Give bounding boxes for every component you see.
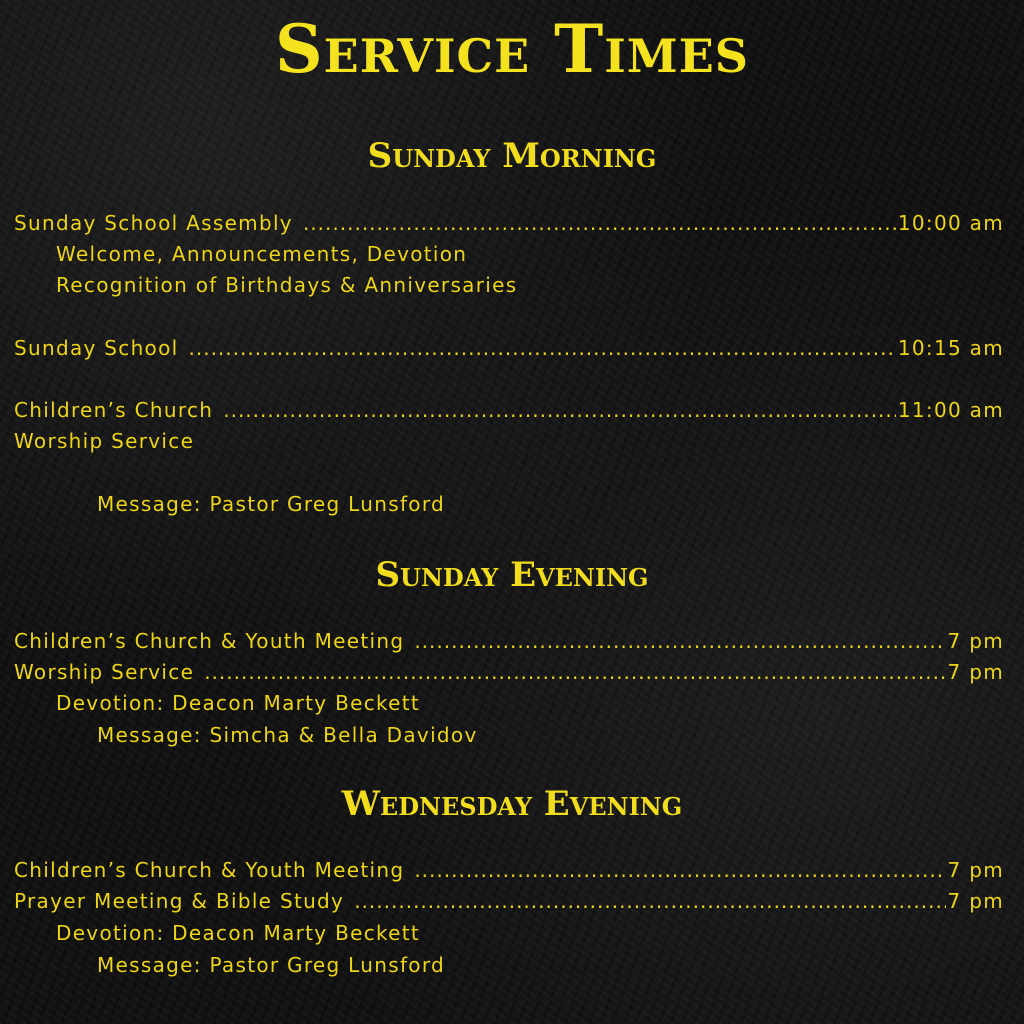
event-time: 7 pm bbox=[947, 660, 1004, 684]
schedule-row-childrens-church bbox=[14, 398, 1004, 428]
page-title: Service Times bbox=[274, 10, 749, 88]
schedule-row-childrens-youth bbox=[14, 629, 1004, 659]
sunday-evening-heading: Sunday Evening bbox=[375, 555, 649, 595]
dot-leader bbox=[414, 629, 945, 653]
event-detail: Welcome, Announcements, Devotion bbox=[56, 242, 468, 266]
event-label: Sunday School bbox=[14, 336, 179, 360]
event-label: Children’s Church & Youth Meeting bbox=[14, 858, 405, 882]
event-time: 7 pm bbox=[947, 889, 1004, 913]
schedule-row-sunday-school-assembly bbox=[14, 211, 1004, 241]
dot-leader bbox=[204, 660, 945, 684]
event-devotion: Devotion: Deacon Marty Beckett bbox=[56, 691, 421, 715]
event-label: Children’s Church & Youth Meeting bbox=[14, 629, 405, 653]
event-time: 7 pm bbox=[947, 858, 1004, 882]
event-time: 11:00 am bbox=[897, 398, 1004, 422]
event-detail: Recognition of Birthdays & Anniversaries bbox=[56, 273, 518, 297]
schedule-row-childrens-youth bbox=[14, 858, 1004, 888]
event-time: 7 pm bbox=[947, 629, 1004, 653]
event-message: Message: Pastor Greg Lunsford bbox=[97, 953, 445, 977]
schedule-row-sunday-school bbox=[14, 336, 1004, 366]
event-message: Message: Simcha & Bella Davidov bbox=[97, 723, 478, 747]
event-label-worship-service: Worship Service bbox=[14, 429, 195, 453]
dot-leader bbox=[223, 398, 896, 422]
dot-leader bbox=[354, 889, 945, 913]
schedule-row-worship-service bbox=[14, 660, 1004, 690]
dot-leader bbox=[303, 211, 896, 235]
sunday-morning-heading: Sunday Morning bbox=[367, 136, 657, 176]
event-message: Message: Pastor Greg Lunsford bbox=[97, 492, 445, 516]
event-label: Worship Service bbox=[14, 660, 195, 684]
dot-leader bbox=[414, 858, 945, 882]
dot-leader bbox=[189, 336, 896, 360]
event-label: Prayer Meeting & Bible Study bbox=[14, 889, 345, 913]
schedule-row-prayer-meeting bbox=[14, 889, 1004, 919]
wednesday-evening-heading: Wednesday Evening bbox=[341, 784, 683, 824]
event-label: Children’s Church bbox=[14, 398, 214, 422]
event-devotion: Devotion: Deacon Marty Beckett bbox=[56, 921, 421, 945]
event-time: 10:00 am bbox=[897, 211, 1004, 235]
event-time: 10:15 am bbox=[897, 336, 1004, 360]
event-label: Sunday School Assembly bbox=[14, 211, 293, 235]
